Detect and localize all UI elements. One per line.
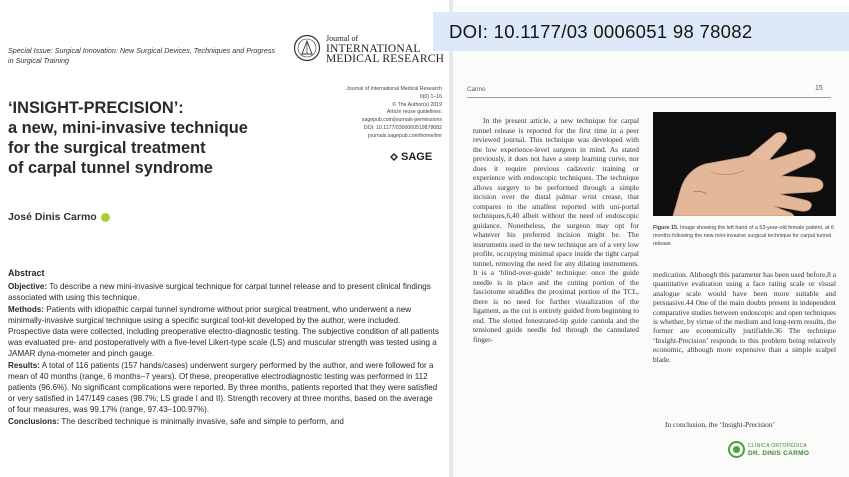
abstract-heading: Abstract bbox=[8, 268, 45, 278]
clinic-mark-icon bbox=[728, 441, 745, 458]
article-title bbox=[8, 98, 308, 178]
results-text: A total of 116 patients (157 hands/cases) underwent surgery performed by the author, and were followed for a mean of 40 months (range, 6 months–7 years). Of these, preoperative electrodiagnostic testing was performed in 112 patients (96.6%). No significant complications were reported. By three months, patients reported that they were satisfied or very satisfied in 147/149 cases (98.7%; LS grade I and II). Strength recovery at three months, based on the average of four measures, was 99.17% (range, 97.43–100.97%). bbox=[8, 360, 438, 415]
header-rule bbox=[467, 97, 831, 98]
journal-name-line1: Journal of bbox=[326, 34, 359, 43]
figure-caption-text: Image showing the left hand of a 53-year-old female patient, at 6 months following the new mini-invasive surgical technique for carpal tunnel release. bbox=[653, 225, 834, 247]
methods-label: Methods: bbox=[8, 304, 44, 314]
pub-info-line: 0(0) 1–16 bbox=[419, 93, 442, 100]
abstract-objective bbox=[8, 281, 440, 303]
abstract-methods bbox=[8, 304, 440, 360]
objective-text: To describe a new mini-invasive surgical technique for carpal tunnel release and to present clinical findings associated with using this technique. bbox=[8, 282, 431, 303]
results-label: Results: bbox=[8, 360, 40, 370]
figure-caption bbox=[653, 225, 836, 248]
title-line: for the surgical treatment bbox=[8, 139, 206, 157]
hand-illustration bbox=[653, 112, 836, 216]
methods-text: Patients with idiopathic carpal tunnel syndrome without prior surgical treatment, who underwent a new minimally-invasive surgical technique using a specific surgical tool-kit developed by the author, were included. Prospective data were collected, including preoperative electro-diagnostic testing. The subjective condition of all patients was evaluated pre- and postoperatively with a five-level Likert-type scale (LS) and muscular strength was tested using a JAMAR dyna-mometer and pinch gauge. bbox=[8, 304, 439, 359]
clinic-name-line1: CLÍNICA ORTOPÉDICA bbox=[748, 442, 808, 449]
body-column-left: In the present article, a new technique for carpal tunnel release is reported for the first time in a peer reviewed journal. This technique was developed with the low experience-level surgeon in mind. As stated previously, it does not have a steep learning curve, nor does it require previous cadaveric training or experience with endoscopic techniques. The technique allows surgery to be performed through a simple incision over the distal palmar wrist crease, that compares to the smallest reported with uni-portal techniques,6,40 albeit without the need of endoscopic guidance. Nonetheless, the surgeon may opt for whatever his preferred incision might be. The instruments used in the new technique are of a very low profile, occupying minimal space inside the tight carpal tunnel, removing the need for any dilating instruments. It is a ‘blind-over-guide’ technique: once the guide needle is in place and the cutting portion of the fasciotome straddles the proximal portion of the TCL, there is no need for further visualization of the ligament, as the cut is entirely guided from beginning to end. The slotted fenestrated-tip guide cannula and the tensioned guide needle fed through the cannulated finger- bbox=[473, 116, 639, 344]
title-line: of carpal tunnel syndrome bbox=[8, 159, 213, 177]
abstract bbox=[8, 268, 440, 427]
journal-logo bbox=[293, 34, 444, 64]
conclusion-start: In conclusion, the ‘Insight-Precision’ bbox=[665, 420, 776, 429]
pub-info-line: © The Author(s) 2019 bbox=[392, 101, 442, 108]
body-column-right: medication. Although this parameter has been used before,8 a quantitative evaluation using a face rating scale or visual analogue scale would have been more suitable and persuasive.44 One of the main doubts present in independent comparative studies between endoscopic and open techniques is whether, by virtue of the medium and long-term results, the former are economically justifiable.36 The technique ‘Insight-Precision’ responds to this problem being relatively economic, although more expensive than a simple scalpel blade. bbox=[653, 270, 836, 364]
pub-info-line: DOI: 10.1177/0300060519878082 bbox=[363, 124, 442, 131]
doi-text: DOI: 10.1177/03 0006051 98 78082 bbox=[449, 20, 753, 42]
pub-info-line: Article reuse guidelines: bbox=[386, 109, 442, 116]
publication-info bbox=[300, 86, 442, 141]
journal-name-line2: INTERNATIONAL bbox=[326, 43, 421, 55]
pub-info-line: journals.sagepub.com/home/imr bbox=[368, 132, 442, 139]
abstract-conclusions bbox=[8, 416, 440, 427]
sage-logo bbox=[388, 151, 432, 163]
figure-label: Figure 15. bbox=[653, 225, 679, 231]
pub-info-line: Journal of International Medical Research bbox=[346, 86, 442, 92]
orcid-icon[interactable] bbox=[101, 213, 110, 222]
publisher-name: SAGE bbox=[401, 151, 433, 163]
article-inner-page bbox=[453, 4, 849, 477]
hand-photo bbox=[653, 112, 836, 216]
sage-mark-icon bbox=[388, 151, 400, 163]
clinic-logo bbox=[728, 441, 809, 458]
page-number: 15 bbox=[815, 85, 823, 92]
pub-info-line: sagepub.com/journals-permissions bbox=[361, 117, 442, 124]
journal-seal-icon bbox=[293, 34, 321, 62]
running-head: Carmo bbox=[467, 86, 486, 93]
special-issue-note: Special Issue: Surgical Innovation: New Surgical Devices, Techniques and Progress in Surgical Training bbox=[8, 46, 276, 65]
objective-label: Objective: bbox=[8, 282, 48, 292]
clinic-name-line2: DR. DINIS CARMO bbox=[748, 449, 810, 457]
author-name: José Dinis Carmo bbox=[8, 211, 97, 223]
conclusions-label: Conclusions: bbox=[8, 416, 60, 426]
title-line: ‘INSIGHT-PRECISION’: bbox=[8, 99, 184, 117]
conclusions-text: The described technique is minimally invasive, safe and simple to perform, and bbox=[59, 416, 344, 426]
abstract-results bbox=[8, 360, 440, 416]
author-line bbox=[8, 211, 110, 223]
title-line: a new, mini-invasive technique bbox=[8, 119, 248, 137]
doi-banner bbox=[433, 12, 849, 51]
journal-name-line3: MEDICAL RESEARCH bbox=[326, 53, 445, 65]
